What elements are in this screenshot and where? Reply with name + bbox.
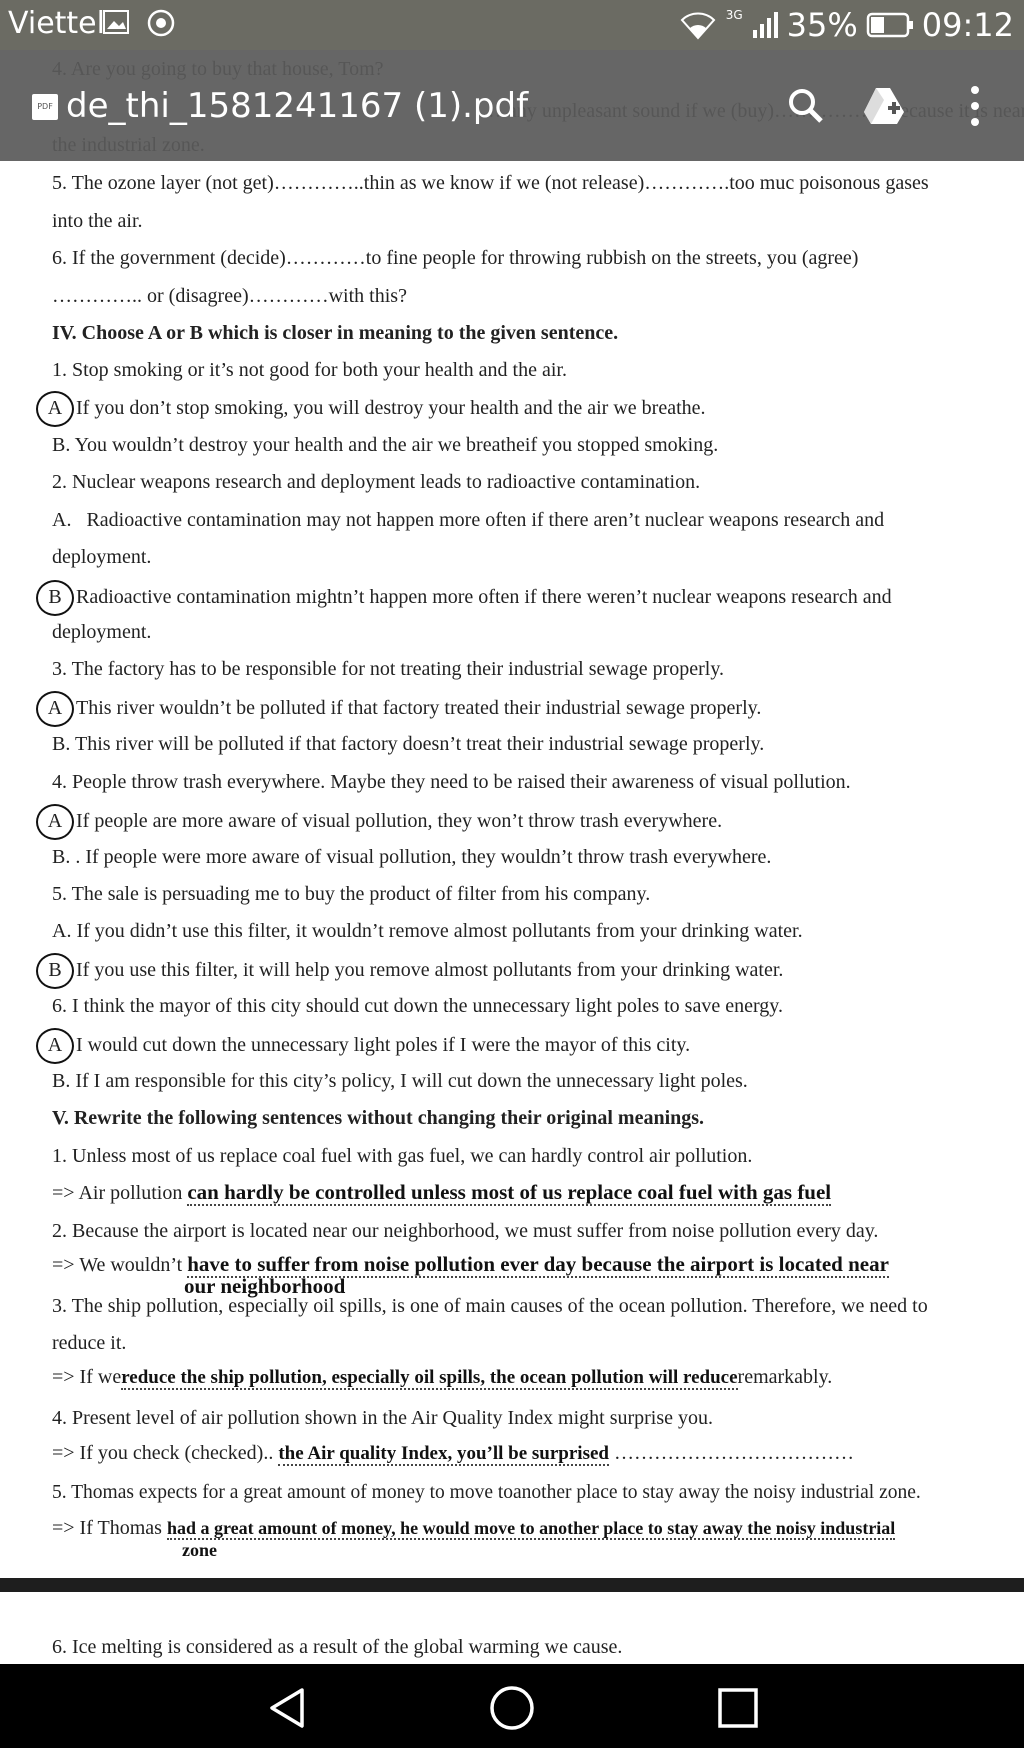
doc-line: deployment. xyxy=(52,546,152,568)
image-notification-icon xyxy=(102,8,132,38)
rewrite-answer: => We wouldn’t have to suffer from noise pollution ever day because the airport is located near xyxy=(52,1252,889,1276)
question-text: 6. I think the mayor of this city should cut down the unnecessary light poles to save energy. xyxy=(52,995,783,1017)
answer-option-b: B If you use this filter, it will help you remove almost pollutants from your drinking water. xyxy=(36,953,783,989)
signal-icon xyxy=(751,10,779,40)
handwritten-answer: zone xyxy=(182,1540,217,1560)
doc-line: ………….. or (disagree)…………with this? xyxy=(52,285,407,307)
question-text: 1. Stop smoking or it’s not good for both your health and the air. xyxy=(52,359,567,381)
doc-line: reduce it. xyxy=(52,1332,127,1354)
page-separator xyxy=(0,1578,1024,1592)
file-title: de_thi_1581241167 (1).pdf xyxy=(66,86,529,126)
question-text: 2. Because the airport is located near our neighborhood, we must suffer from noise pollution every day. xyxy=(52,1220,879,1242)
answer-option-a: A If people are more aware of visual pollution, they won’t throw trash everywhere. xyxy=(36,804,722,840)
circled-choice: A xyxy=(36,804,74,840)
answer-option-b: B. If I am responsible for this city’s policy, I will cut down the unnecessary light poles. xyxy=(52,1070,748,1092)
circled-choice: B xyxy=(36,580,74,616)
question-text: 2. Nuclear weapons research and deployment leads to radioactive contamination. xyxy=(52,471,701,493)
status-right xyxy=(678,6,1014,44)
answer-option-a: A If you don’t stop smoking, you will destroy your health and the air we breathe. xyxy=(36,391,706,427)
answer-option-a: A I would cut down the unnecessary light poles if I were the mayor of this city. xyxy=(36,1028,690,1064)
circled-choice: A xyxy=(36,1028,74,1064)
navigation-bar xyxy=(0,1664,1024,1748)
handwritten-answer: reduce the ship pollution, especially oil spills, the ocean pollution will reduce xyxy=(121,1367,738,1388)
pdf-file-icon: PDF xyxy=(32,94,58,120)
handwritten-answer: our neighborhood xyxy=(184,1274,346,1298)
answer-option-b: B. You wouldn’t destroy your health and the air we breatheif you stopped smoking. xyxy=(52,434,719,456)
handwritten-answer: have to suffer from noise pollution ever day because the airport is located near xyxy=(187,1252,889,1276)
doc-line: deployment. xyxy=(52,621,152,643)
rewrite-answer: => Air pollution can hardly be controlled unless most of us replace coal fuel with gas fuel xyxy=(52,1180,832,1204)
circled-choice: A xyxy=(36,691,74,727)
circled-choice: A xyxy=(36,391,74,427)
question-text: 5. Thomas expects for a great amount of money to move toanother place to stay away the noisy industrial zone. xyxy=(52,1482,921,1503)
battery-icon xyxy=(866,10,914,40)
question-text: 3. The ship pollution, especially oil spills, is one of main causes of the ocean pollution. Therefore, we need to xyxy=(52,1295,928,1317)
answer-option-b: B. . If people were more aware of visual pollution, they wouldn’t throw trash everywhere. xyxy=(52,846,772,868)
carrier-label: Viettel xyxy=(8,6,105,41)
battery-percent: 35% xyxy=(786,6,858,44)
pdf-page[interactable] xyxy=(0,1592,1024,1664)
answer-option-a: A This river wouldn’t be polluted if that factory treated their industrial sewage properly. xyxy=(36,691,761,727)
handwritten-answer: had a great amount of money, he would move to another place to stay away the noisy industrial xyxy=(166,1518,896,1538)
pdf-page[interactable] xyxy=(0,50,1024,1578)
section-heading: V. Rewrite the following sentences without changing their original meanings. xyxy=(52,1107,705,1129)
answer-option-b: B. This river will be polluted if that factory doesn’t treat their industrial sewage properly. xyxy=(52,733,765,755)
app-bar xyxy=(0,50,1024,161)
question-text: 1. Unless most of us replace coal fuel with gas fuel, we can hardly control air pollution. xyxy=(52,1145,753,1167)
question-text: 4. People throw trash everywhere. Maybe they need to be raised their awareness of visual pollution. xyxy=(52,771,851,793)
answer-option-a: A. Radioactive contamination may not happen more often if there aren’t nuclear weapons research and xyxy=(52,509,885,531)
status-bar xyxy=(0,0,1024,50)
section-heading: IV. Choose A or B which is closer in meaning to the given sentence. xyxy=(52,322,619,344)
more-options-icon[interactable] xyxy=(966,84,984,128)
circled-choice: B xyxy=(36,953,74,989)
rewrite-answer: => If Thomas had a great amount of money, he would move to another place to stay away the noisy industrial xyxy=(52,1517,896,1539)
rewrite-answer: => If you check (checked).. the Air quality Index, you’ll be surprised ……………………………… xyxy=(52,1442,854,1464)
search-icon[interactable] xyxy=(786,86,826,126)
wifi-icon xyxy=(678,10,718,40)
answer-option-b: B Radioactive contamination mightn’t happen more often if there weren’t nuclear weapons research and xyxy=(36,580,892,616)
question-text: 3. The factory has to be responsible for not treating their industrial sewage properly. xyxy=(52,658,725,680)
save-to-drive-icon[interactable] xyxy=(862,84,906,126)
clock: 09:12 xyxy=(921,6,1014,44)
rewrite-answer: => If wereduce the ship pollution, especially oil spills, the ocean pollution will reduceremarkably. xyxy=(52,1366,833,1388)
recent-apps-icon[interactable] xyxy=(716,1686,760,1730)
handwritten-answer: can hardly be controlled unless most of us replace coal fuel with gas fuel xyxy=(187,1180,832,1204)
home-icon[interactable] xyxy=(488,1684,536,1732)
network-type: 3G xyxy=(725,8,743,22)
doc-line: into the air. xyxy=(52,210,143,232)
doc-line: 6. If the government (decide)…………to fine people for throwing rubbish on the streets, you (agree) xyxy=(52,247,859,269)
back-icon[interactable] xyxy=(266,1686,310,1730)
doc-line: 5. The ozone layer (not get)…………..thin as we know if we (not release)………….too muc poisonous gases xyxy=(52,172,929,194)
question-text: 4. Present level of air pollution shown in the Air Quality Index might surprise you. xyxy=(52,1407,714,1429)
browser-notification-icon xyxy=(146,8,176,38)
handwritten-answer: the Air quality Index, you’ll be surprised xyxy=(278,1443,609,1464)
answer-option-a: A. If you didn’t use this filter, it wouldn’t remove almost pollutants from your drinking water. xyxy=(52,920,803,942)
question-text: 6. Ice melting is considered as a result of the global warming we cause. xyxy=(52,1636,623,1658)
question-text: 5. The sale is persuading me to buy the product of filter from his company. xyxy=(52,883,651,905)
